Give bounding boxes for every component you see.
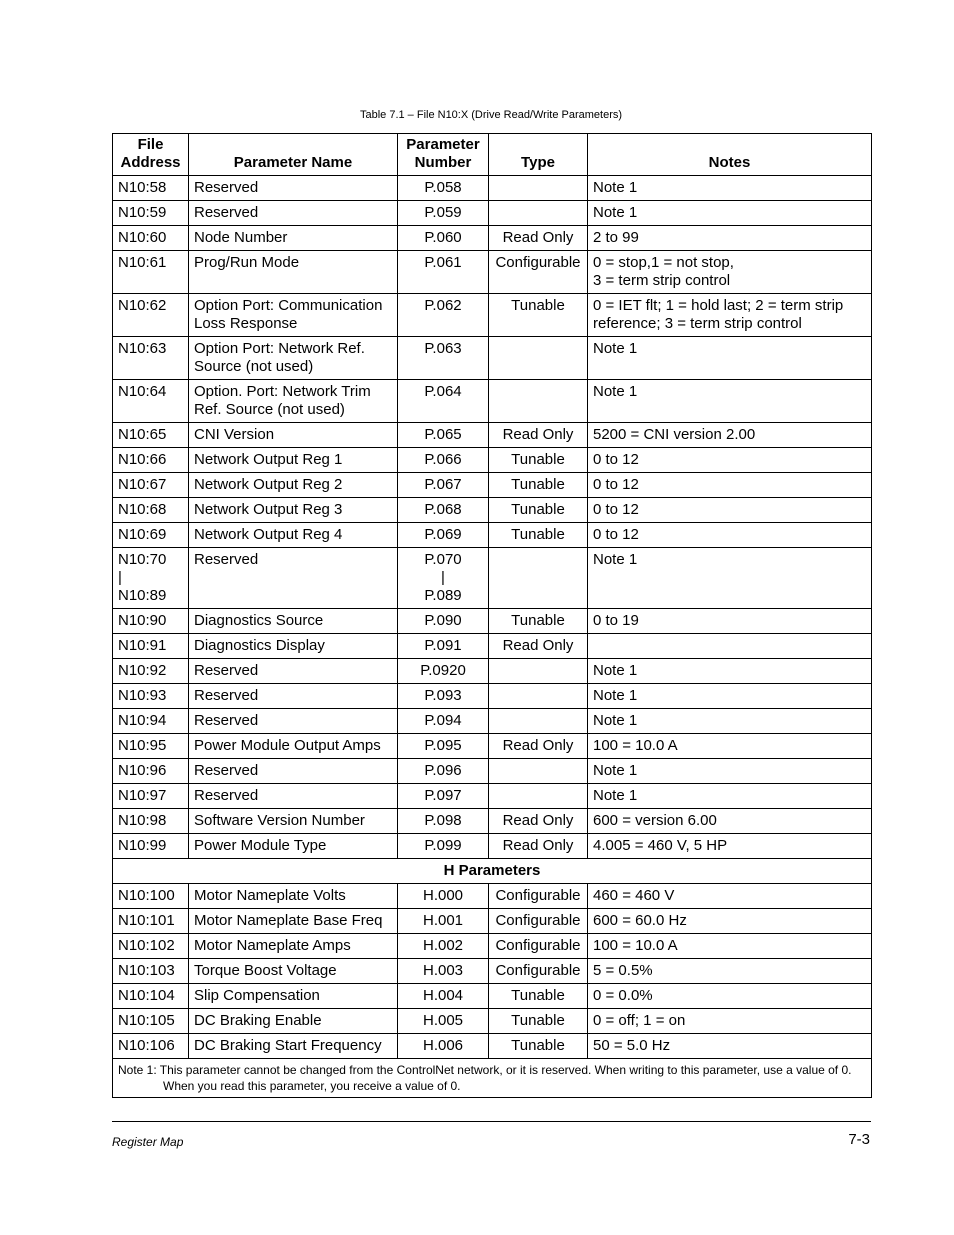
cell-parameter-number: P.070 | P.089 (398, 548, 489, 609)
page-number: 7-3 (848, 1131, 870, 1148)
cell-notes: Note 1 (588, 548, 872, 609)
cell-type: Tunable (489, 1009, 588, 1034)
table-row (113, 380, 872, 423)
cell-parameter-number: P.0920 (398, 659, 489, 684)
table-row (113, 809, 872, 834)
table-row (113, 498, 872, 523)
cell-file-address: N10:96 (113, 759, 189, 784)
table-row (113, 884, 872, 909)
cell-type (489, 176, 588, 201)
cell-parameter-name: Network Output Reg 2 (189, 473, 398, 498)
table-row (113, 759, 872, 784)
cell-parameter-number: P.097 (398, 784, 489, 809)
cell-parameter-name: Diagnostics Display (189, 634, 398, 659)
cell-file-address: N10:67 (113, 473, 189, 498)
cell-parameter-number: P.063 (398, 337, 489, 380)
footnote-text: Note 1: This parameter cannot be changed from the ControlNet network, or it is reserved. When writing to this parameter, use a value of 0. When you read this parameter, you receive a value of 0. (118, 1063, 852, 1093)
cell-parameter-number: H.003 (398, 959, 489, 984)
footnote-body (113, 1059, 872, 1098)
cell-parameter-name: DC Braking Enable (189, 1009, 398, 1034)
table-row (113, 523, 872, 548)
table-row (113, 784, 872, 809)
cell-parameter-name: Reserved (189, 784, 398, 809)
cell-parameter-number: P.095 (398, 734, 489, 759)
h-section-body (113, 859, 872, 884)
cell-file-address: N10:102 (113, 934, 189, 959)
table-row (113, 684, 872, 709)
cell-type: Read Only (489, 634, 588, 659)
cell-parameter-number: P.062 (398, 294, 489, 337)
p-parameters-body (113, 176, 872, 859)
cell-parameter-name: Motor Nameplate Amps (189, 934, 398, 959)
cell-type: Read Only (489, 734, 588, 759)
table-row (113, 709, 872, 734)
cell-parameter-name: Torque Boost Voltage (189, 959, 398, 984)
header-notes: Notes (588, 134, 872, 176)
cell-type: Tunable (489, 523, 588, 548)
cell-parameter-number: P.065 (398, 423, 489, 448)
table-row (113, 959, 872, 984)
cell-file-address: N10:65 (113, 423, 189, 448)
section-row (113, 859, 872, 884)
table-row (113, 834, 872, 859)
table-row (113, 176, 872, 201)
table-row (113, 909, 872, 934)
cell-type: Tunable (489, 609, 588, 634)
cell-notes: Note 1 (588, 380, 872, 423)
cell-parameter-name: Node Number (189, 226, 398, 251)
cell-notes: 0 to 12 (588, 523, 872, 548)
cell-type: Tunable (489, 498, 588, 523)
cell-parameter-number: P.099 (398, 834, 489, 859)
cell-type: Configurable (489, 251, 588, 294)
table-row (113, 201, 872, 226)
table-row (113, 226, 872, 251)
cell-notes: 100 = 10.0 A (588, 734, 872, 759)
cell-type (489, 337, 588, 380)
cell-parameter-number: H.001 (398, 909, 489, 934)
cell-notes (588, 634, 872, 659)
cell-notes: 0 to 12 (588, 498, 872, 523)
cell-file-address: N10:60 (113, 226, 189, 251)
cell-file-address: N10:66 (113, 448, 189, 473)
cell-file-address: N10:91 (113, 634, 189, 659)
cell-notes: Note 1 (588, 201, 872, 226)
cell-parameter-number: P.059 (398, 201, 489, 226)
cell-file-address: N10:99 (113, 834, 189, 859)
cell-parameter-number: P.090 (398, 609, 489, 634)
table-row (113, 423, 872, 448)
header-parameter-number: Parameter Number (398, 134, 489, 176)
cell-notes: 600 = 60.0 Hz (588, 909, 872, 934)
cell-file-address: N10:106 (113, 1034, 189, 1059)
cell-parameter-name: Power Module Output Amps (189, 734, 398, 759)
cell-file-address: N10:94 (113, 709, 189, 734)
table-row (113, 984, 872, 1009)
cell-parameter-name: Reserved (189, 659, 398, 684)
cell-parameter-number: P.094 (398, 709, 489, 734)
footer-section-title: Register Map (112, 1135, 184, 1149)
cell-parameter-number: H.005 (398, 1009, 489, 1034)
cell-parameter-number: P.064 (398, 380, 489, 423)
cell-type: Tunable (489, 448, 588, 473)
cell-type (489, 684, 588, 709)
cell-parameter-name: Network Output Reg 3 (189, 498, 398, 523)
cell-parameter-name: Reserved (189, 759, 398, 784)
table-row (113, 1009, 872, 1034)
footer-rule (112, 1121, 871, 1122)
table-row (113, 251, 872, 294)
cell-parameter-number: P.091 (398, 634, 489, 659)
header-parameter-name: Parameter Name (189, 134, 398, 176)
cell-file-address: N10:104 (113, 984, 189, 1009)
cell-parameter-number: P.069 (398, 523, 489, 548)
cell-type: Configurable (489, 909, 588, 934)
cell-parameter-number: P.093 (398, 684, 489, 709)
cell-file-address: N10:92 (113, 659, 189, 684)
cell-parameter-name: Prog/Run Mode (189, 251, 398, 294)
cell-file-address: N10:68 (113, 498, 189, 523)
cell-parameter-name: Software Version Number (189, 809, 398, 834)
cell-type (489, 548, 588, 609)
cell-type: Read Only (489, 423, 588, 448)
cell-parameter-name: Reserved (189, 548, 398, 609)
cell-notes: 0 = off; 1 = on (588, 1009, 872, 1034)
register-map-table (112, 133, 872, 1098)
cell-parameter-number: P.068 (398, 498, 489, 523)
cell-parameter-name: Network Output Reg 1 (189, 448, 398, 473)
cell-type: Configurable (489, 934, 588, 959)
cell-type: Configurable (489, 884, 588, 909)
table-row (113, 934, 872, 959)
cell-notes: 2 to 99 (588, 226, 872, 251)
cell-parameter-name: Motor Nameplate Volts (189, 884, 398, 909)
cell-notes: 600 = version 6.00 (588, 809, 872, 834)
cell-parameter-number: P.060 (398, 226, 489, 251)
cell-type: Tunable (489, 1034, 588, 1059)
cell-notes: 0 to 12 (588, 473, 872, 498)
cell-parameter-number: H.006 (398, 1034, 489, 1059)
cell-notes: 100 = 10.0 A (588, 934, 872, 959)
table-row (113, 609, 872, 634)
cell-parameter-name: Network Output Reg 4 (189, 523, 398, 548)
cell-notes: Note 1 (588, 337, 872, 380)
table-row (113, 448, 872, 473)
cell-type (489, 201, 588, 226)
table-row (113, 548, 872, 609)
cell-parameter-name: Slip Compensation (189, 984, 398, 1009)
cell-parameter-name: Option. Port: Network Trim Ref. Source (not used) (189, 380, 398, 423)
cell-notes: Note 1 (588, 759, 872, 784)
cell-file-address: N10:70 | N10:89 (113, 548, 189, 609)
cell-file-address: N10:61 (113, 251, 189, 294)
cell-type: Read Only (489, 834, 588, 859)
cell-notes: 5200 = CNI version 2.00 (588, 423, 872, 448)
cell-notes: 0 to 19 (588, 609, 872, 634)
cell-parameter-name: CNI Version (189, 423, 398, 448)
cell-notes: Note 1 (588, 176, 872, 201)
table-row (113, 659, 872, 684)
cell-parameter-name: Reserved (189, 201, 398, 226)
cell-parameter-name: Reserved (189, 709, 398, 734)
table-row (113, 634, 872, 659)
cell-type: Read Only (489, 809, 588, 834)
cell-notes: 0 to 12 (588, 448, 872, 473)
cell-notes: Note 1 (588, 784, 872, 809)
cell-parameter-number: H.000 (398, 884, 489, 909)
cell-parameter-name: Motor Nameplate Base Freq (189, 909, 398, 934)
cell-parameter-name: DC Braking Start Frequency (189, 1034, 398, 1059)
cell-notes: 50 = 5.0 Hz (588, 1034, 872, 1059)
cell-type (489, 659, 588, 684)
cell-file-address: N10:105 (113, 1009, 189, 1034)
table-caption: Table 7.1 – File N10:X (Drive Read/Write Parameters) (359, 109, 623, 121)
cell-file-address: N10:95 (113, 734, 189, 759)
cell-type (489, 784, 588, 809)
cell-type (489, 759, 588, 784)
table-header-row (113, 134, 872, 176)
footnote-row (113, 1059, 872, 1098)
cell-parameter-number: P.061 (398, 251, 489, 294)
cell-type (489, 380, 588, 423)
cell-notes: Note 1 (588, 684, 872, 709)
cell-notes: 460 = 460 V (588, 884, 872, 909)
cell-parameter-number: P.067 (398, 473, 489, 498)
cell-file-address: N10:98 (113, 809, 189, 834)
cell-notes: 0 = stop,1 = not stop, 3 = term strip control (588, 251, 872, 294)
cell-file-address: N10:97 (113, 784, 189, 809)
cell-parameter-name: Power Module Type (189, 834, 398, 859)
table-row (113, 473, 872, 498)
cell-parameter-name: Option Port: Network Ref. Source (not used) (189, 337, 398, 380)
cell-file-address: N10:101 (113, 909, 189, 934)
cell-file-address: N10:64 (113, 380, 189, 423)
cell-file-address: N10:62 (113, 294, 189, 337)
cell-file-address: N10:90 (113, 609, 189, 634)
cell-notes: 5 = 0.5% (588, 959, 872, 984)
cell-parameter-number: P.066 (398, 448, 489, 473)
footnote-cell (113, 1059, 872, 1098)
cell-notes: 0 = IET flt; 1 = hold last; 2 = term strip reference; 3 = term strip control (588, 294, 872, 337)
cell-parameter-name: Diagnostics Source (189, 609, 398, 634)
table-row (113, 1034, 872, 1059)
cell-type: Configurable (489, 959, 588, 984)
header-type: Type (489, 134, 588, 176)
table-row (113, 337, 872, 380)
cell-type: Tunable (489, 984, 588, 1009)
cell-parameter-name: Option Port: Communication Loss Response (189, 294, 398, 337)
cell-parameter-number: P.058 (398, 176, 489, 201)
cell-file-address: N10:100 (113, 884, 189, 909)
table-row (113, 294, 872, 337)
header-file-address: File Address (113, 134, 189, 176)
cell-file-address: N10:58 (113, 176, 189, 201)
cell-parameter-number: H.004 (398, 984, 489, 1009)
section-h-parameters: H Parameters (113, 859, 872, 884)
cell-file-address: N10:93 (113, 684, 189, 709)
cell-type: Tunable (489, 294, 588, 337)
cell-file-address: N10:103 (113, 959, 189, 984)
cell-parameter-name: Reserved (189, 176, 398, 201)
h-parameters-body (113, 884, 872, 1059)
cell-notes: 0 = 0.0% (588, 984, 872, 1009)
cell-notes: Note 1 (588, 659, 872, 684)
cell-notes: Note 1 (588, 709, 872, 734)
cell-file-address: N10:69 (113, 523, 189, 548)
cell-parameter-name: Reserved (189, 684, 398, 709)
cell-type (489, 709, 588, 734)
cell-parameter-number: H.002 (398, 934, 489, 959)
cell-parameter-number: P.098 (398, 809, 489, 834)
cell-type: Read Only (489, 226, 588, 251)
cell-file-address: N10:63 (113, 337, 189, 380)
cell-file-address: N10:59 (113, 201, 189, 226)
cell-parameter-number: P.096 (398, 759, 489, 784)
cell-type: Tunable (489, 473, 588, 498)
cell-notes: 4.005 = 460 V, 5 HP (588, 834, 872, 859)
table-row (113, 734, 872, 759)
